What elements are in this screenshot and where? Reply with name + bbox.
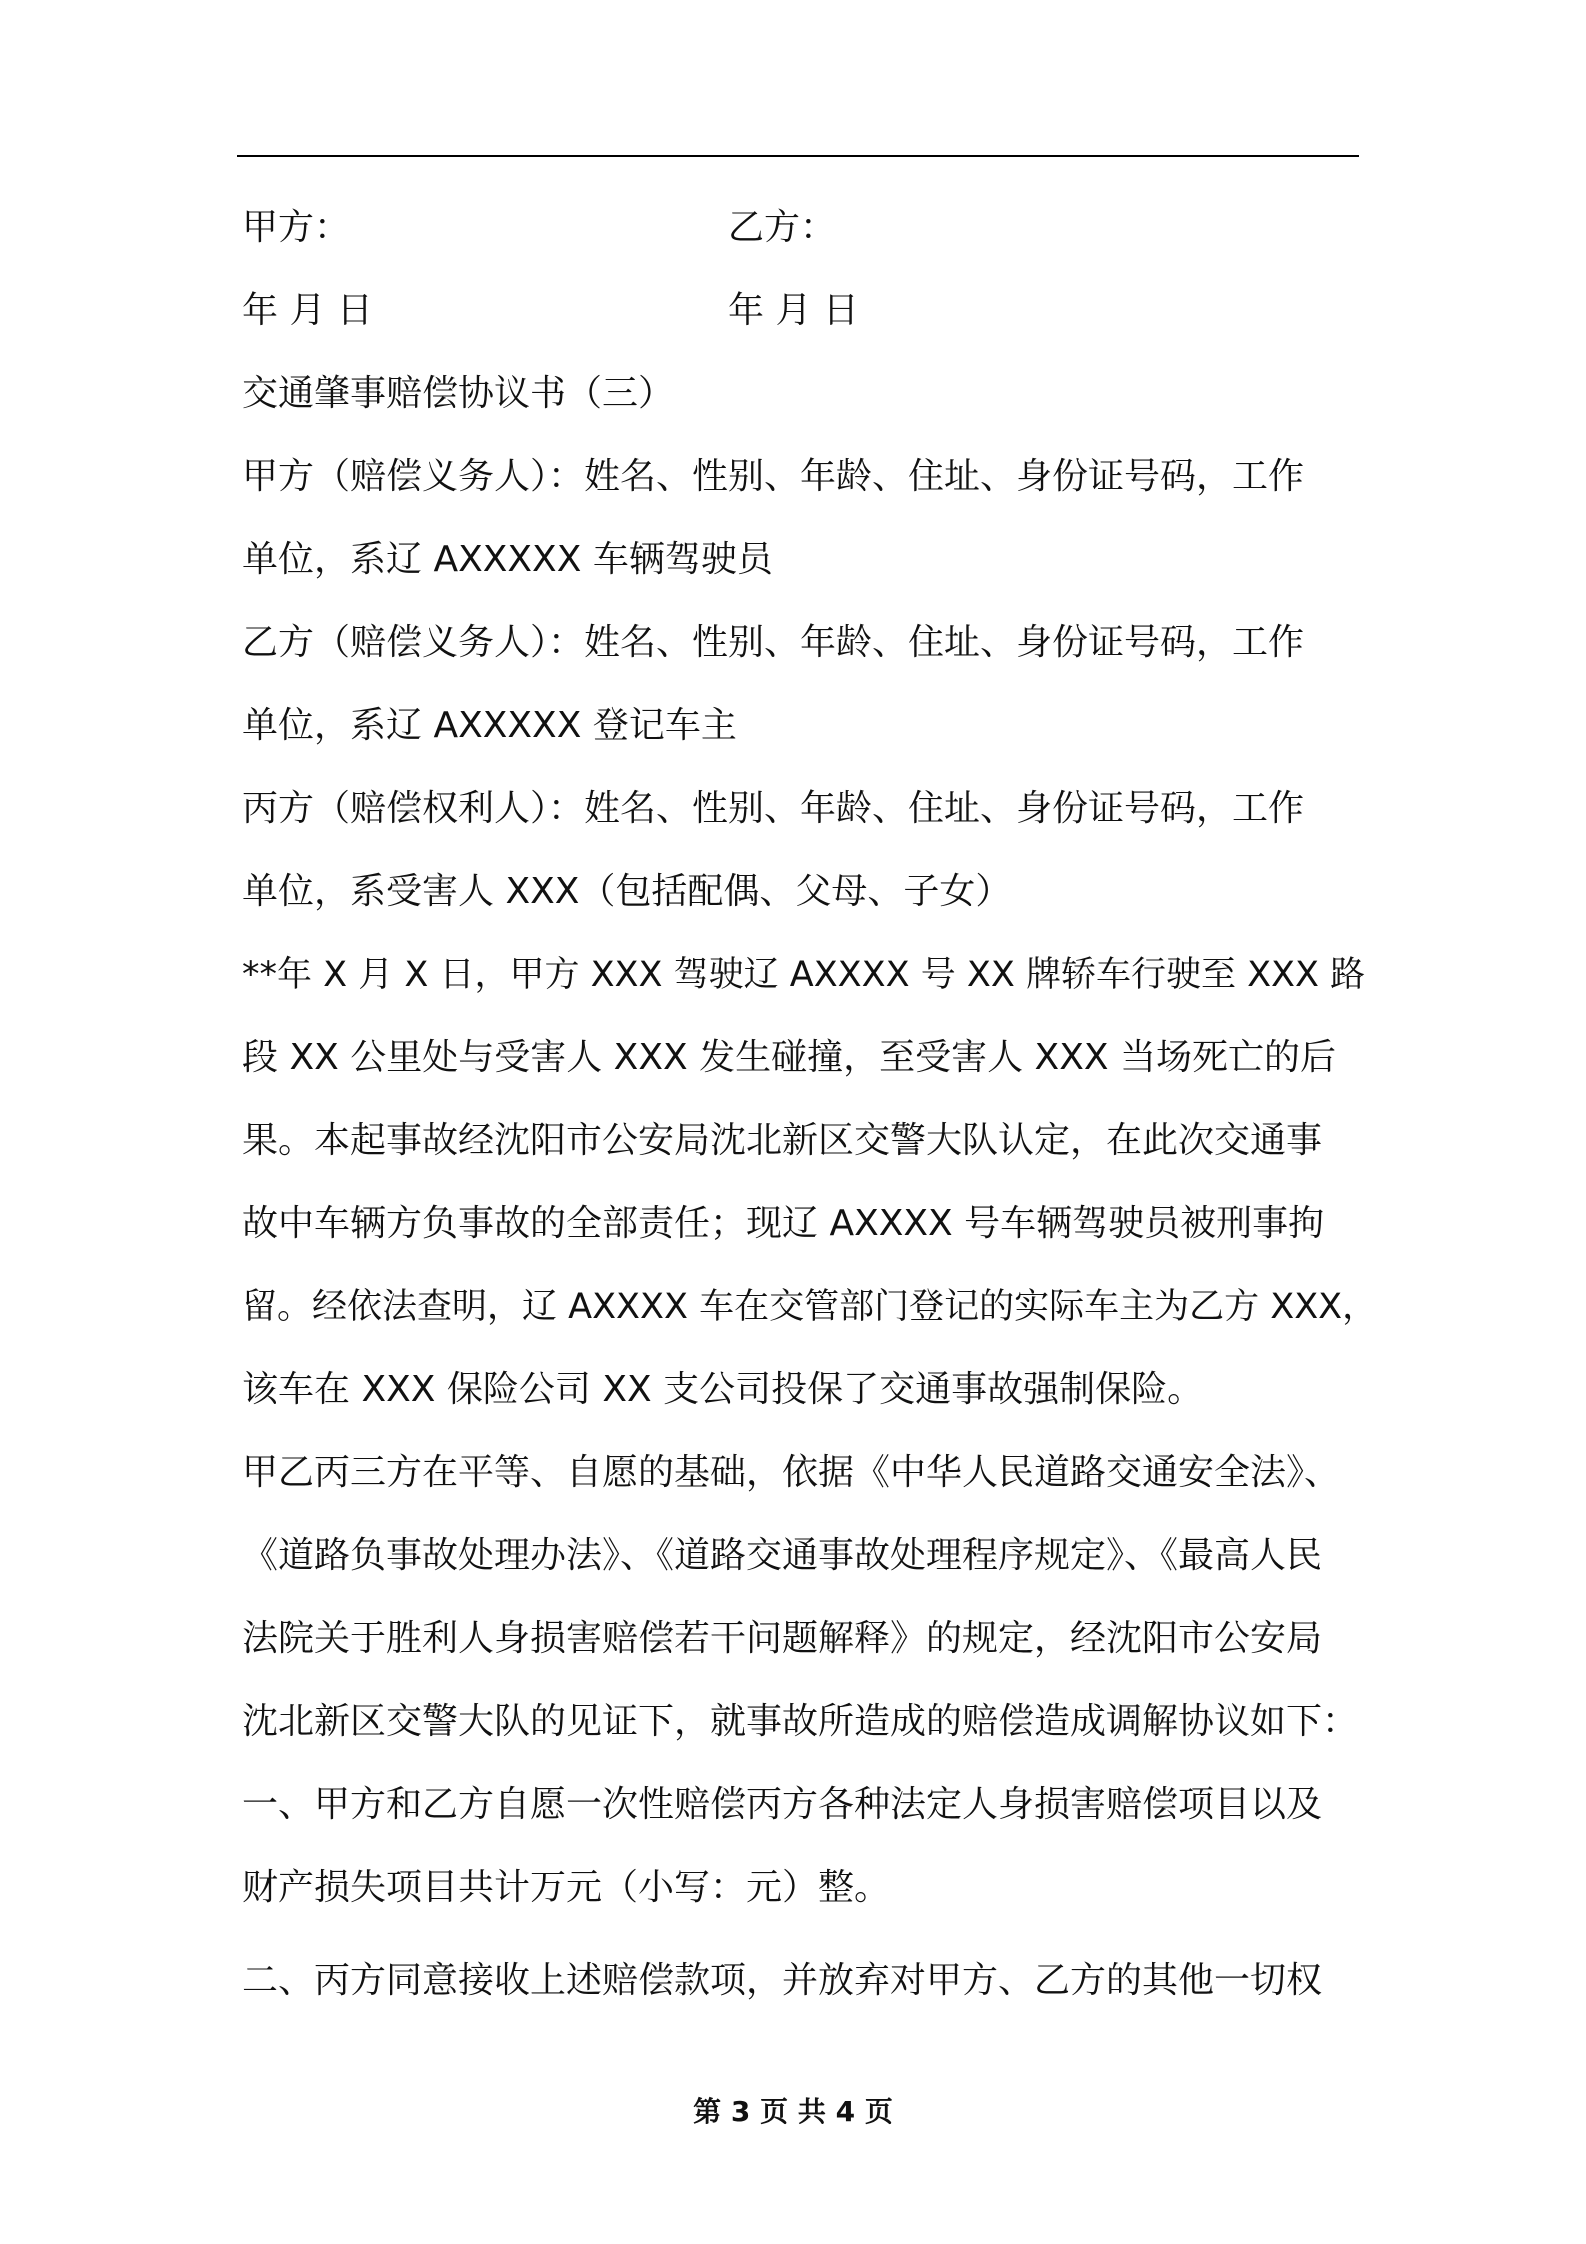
body-line: 甲方（赔偿义务人）：姓名、性别、年龄、住址、身份证号码，工作 xyxy=(242,456,1305,497)
body-line: 乙方（赔偿义务人）：姓名、性别、年龄、住址、身份证号码，工作 xyxy=(242,622,1305,663)
body-line: 丙方（赔偿权利人）：姓名、性别、年龄、住址、身份证号码，工作 xyxy=(242,788,1305,829)
body-line: **年 X 月 X 日，甲方 XXX 驾驶辽 AXXXX 号 XX 牌轿车行驶至 XXX 路 xyxy=(242,955,1366,995)
party-b-date: 年 月 日 xyxy=(728,290,859,331)
body-line: 段 XX 公里处与受害人 XXX 发生碰撞，至受害人 XXX 当场死亡的后 xyxy=(242,1037,1336,1078)
body-line: 法院关于胜利人身损害赔偿若干问题解释》的规定，经沈阳市公安局 xyxy=(242,1618,1323,1659)
body-line: 单位，系受害人 XXX（包括配偶、父母、子女） xyxy=(242,871,1012,912)
body-line: 果。本起事故经沈阳市公安局沈北新区交警大队认定，在此次交通事 xyxy=(242,1120,1323,1161)
document-title: 交通肇事赔偿协议书（三） xyxy=(242,373,675,414)
body-line: 一、甲方和乙方自愿一次性赔偿丙方各种法定人身损害赔偿项目以及 xyxy=(242,1784,1323,1825)
body-line: 二、丙方同意接收上述赔偿款项，并放弃对甲方、乙方的其他一切权 xyxy=(242,1960,1323,2001)
party-a-signature-label: 甲方： xyxy=(242,207,351,248)
body-line: 沈北新区交警大队的见证下，就事故所造成的赔偿造成调解协议如下： xyxy=(242,1701,1359,1742)
body-line: 单位，系辽 AXXXXX 登记车主 xyxy=(242,705,737,746)
body-line: 单位，系辽 AXXXXX 车辆驾驶员 xyxy=(242,539,773,580)
body-line: 留。经依法查明，辽 AXXXX 车在交管部门登记的实际车主为乙方 XXX， xyxy=(242,1287,1378,1327)
header-rule xyxy=(237,155,1359,157)
body-line: 甲乙丙三方在平等、自愿的基础，依据《中华人民道路交通安全法》、 xyxy=(242,1452,1341,1493)
party-b-signature-label: 乙方： xyxy=(728,207,837,248)
page-number: 第 3 页 共 4 页 xyxy=(693,2095,893,2128)
party-a-date: 年 月 日 xyxy=(242,290,373,331)
body-line: 故中车辆方负事故的全部责任；现辽 AXXXX 号车辆驾驶员被刑事拘 xyxy=(242,1203,1325,1244)
body-line: 财产损失项目共计万元（小写：元）整。 xyxy=(242,1867,891,1908)
body-line: 《道路负事故处理办法》、《道路交通事故处理程序规定》、《最高人民 xyxy=(242,1535,1323,1576)
body-line: 该车在 XXX 保险公司 XX 支公司投保了交通事故强制保险。 xyxy=(242,1369,1204,1410)
